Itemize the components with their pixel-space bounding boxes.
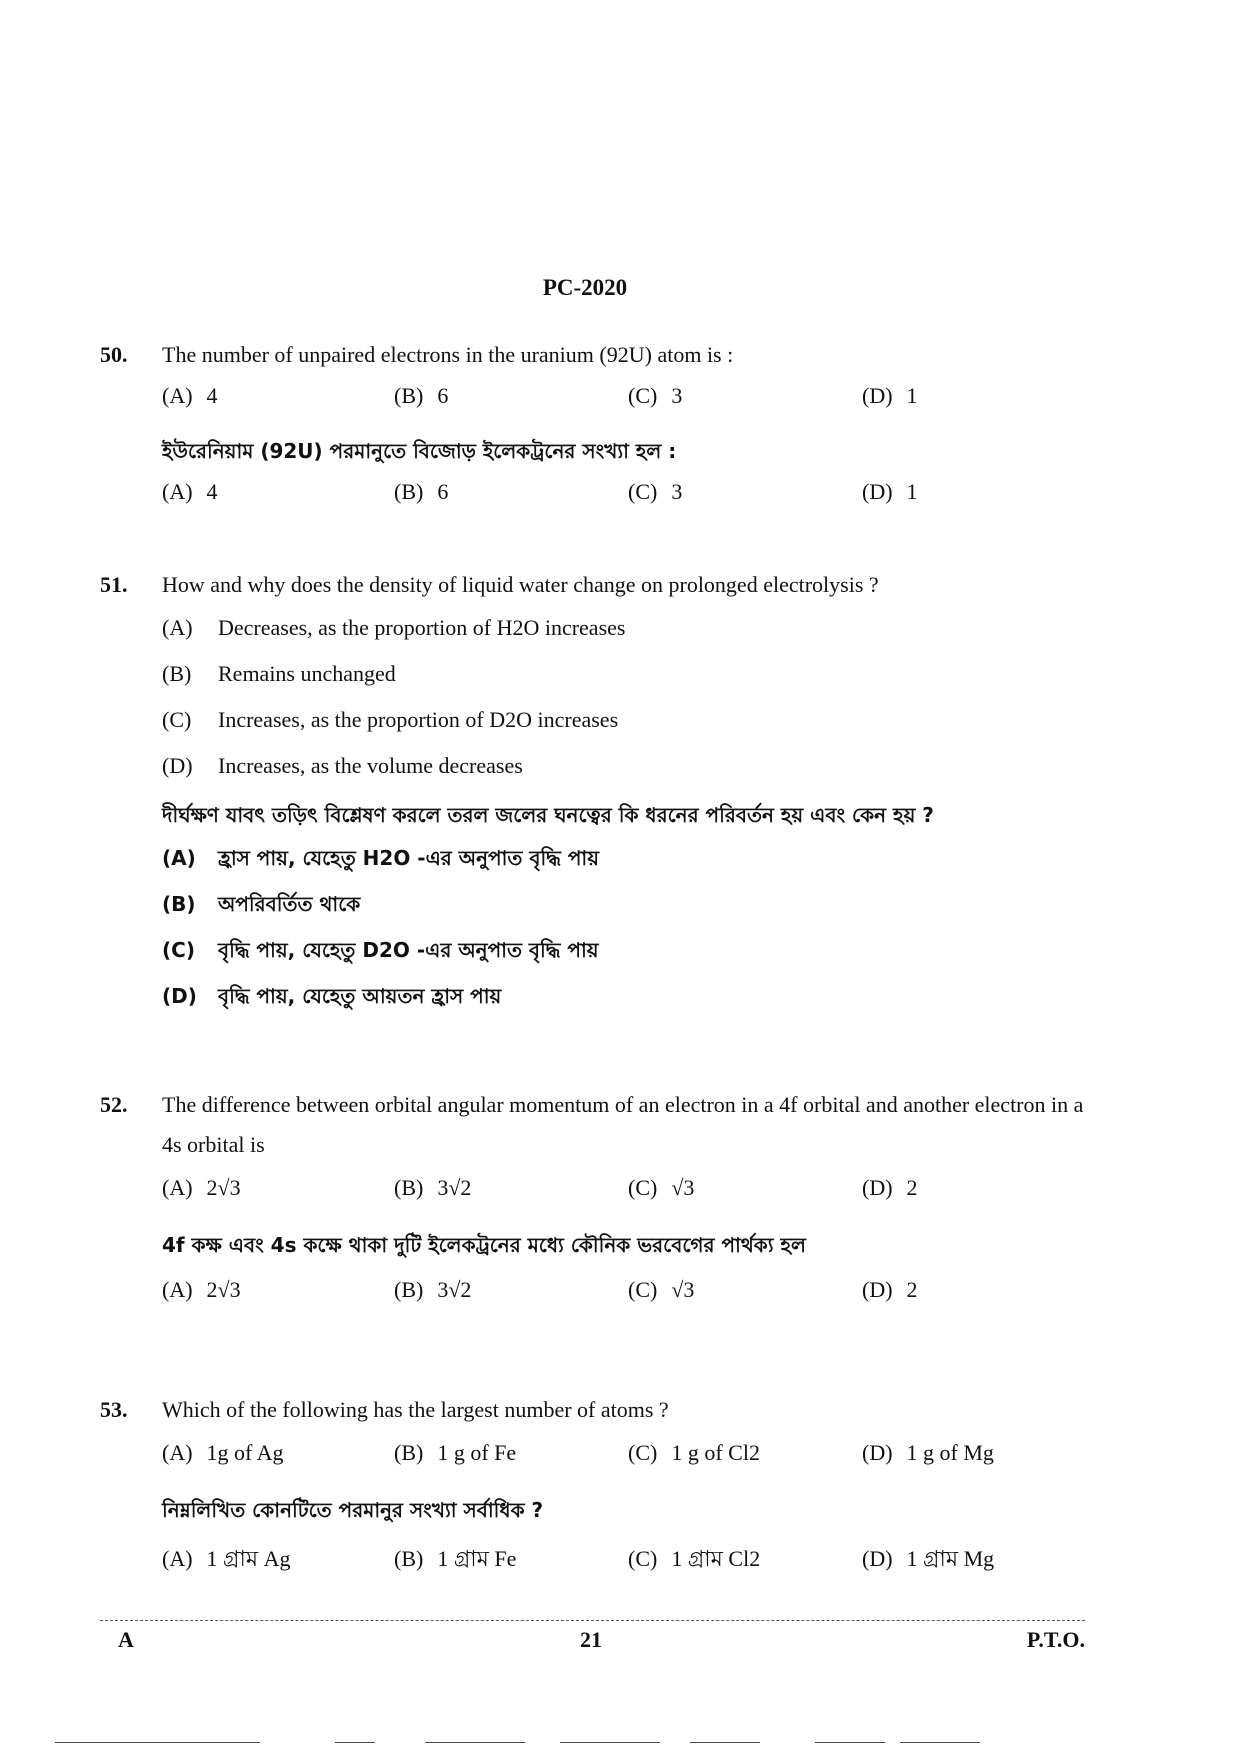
option-c: (C) বৃদ্ধি পায়, যেহেতু D2O -এর অনুপাত বৃদ্ধি পায় <box>162 938 599 962</box>
option-a: (A) 4 <box>162 383 218 408</box>
question-text-bn: 4f কক্ষ এবং 4s কক্ষে থাকা দুটি ইলেকট্রনের মধ্যে কৌনিক ভরবেগের পার্থক্য হল <box>162 1233 806 1257</box>
option-d: (D) 1 <box>862 383 918 408</box>
question-number: 52. <box>100 1092 128 1117</box>
question-text-en: The number of unpaired electrons in the uranium (92U) atom is : <box>162 342 734 367</box>
option-a: (A) 4 <box>162 479 218 504</box>
question-number: 50. <box>100 342 128 367</box>
option-d: (D) 1 g of Mg <box>862 1440 994 1465</box>
option-d: (D) Increases, as the volume decreases <box>162 753 523 778</box>
options-bn <box>162 1277 1100 1321</box>
option-d: (D) 1 <box>862 479 918 504</box>
option-b: (B) 1 g of Fe <box>394 1440 517 1465</box>
options-bn <box>162 1542 1100 1586</box>
option-d: (D) বৃদ্ধি পায়, যেহেতু আয়তন হ্রাস পায় <box>162 984 502 1008</box>
question-text-bn: নিম্নলিখিত কোনটিতে পরমানুর সংখ্যা সর্বাধিক ? <box>162 1498 544 1522</box>
option-c: (C) 3 <box>628 479 683 504</box>
page-number: 21 <box>580 1627 602 1652</box>
option-c: (C) 1 g of Cl2 <box>628 1440 760 1465</box>
question-text-en: Which of the following has the largest number of atoms ? <box>162 1397 669 1422</box>
option-c: (C) Increases, as the proportion of D2O increases <box>162 707 619 732</box>
option-a: (A) হ্রাস পায়, যেহেতু H2O -এর অনুপাত বৃদ্ধি পায় <box>162 846 600 870</box>
option-a: (A) 1 গ্রাম Ag <box>162 1546 291 1571</box>
options-en <box>162 383 1100 427</box>
option-b: (B) 1 গ্রাম Fe <box>394 1546 517 1571</box>
option-c: (C) 1 গ্রাম Cl2 <box>628 1546 761 1571</box>
option-a: (A) 1g of Ag <box>162 1440 284 1465</box>
footer-set-code: A <box>118 1627 134 1652</box>
option-b: (B) 3√2 <box>394 1277 472 1302</box>
divider <box>690 1742 760 1743</box>
question-number: 53. <box>100 1397 128 1422</box>
question-52 <box>100 1085 1100 1321</box>
options-en <box>162 1440 1100 1484</box>
question-50 <box>100 335 1100 523</box>
option-b: (B) 3√2 <box>394 1175 472 1200</box>
option-a: (A) 2√3 <box>162 1277 241 1302</box>
options-en <box>162 1175 1100 1219</box>
option-c: (C) 3 <box>628 383 683 408</box>
option-a: (A) 2√3 <box>162 1175 241 1200</box>
option-d: (D) 2 <box>862 1175 918 1200</box>
options-bn <box>162 479 1100 523</box>
option-b: (B) Remains unchanged <box>162 661 396 686</box>
option-d: (D) 1 গ্রাম Mg <box>862 1546 995 1571</box>
question-text-bn: দীর্ঘক্ষণ যাবৎ তড়িৎ বিশ্লেষণ করলে তরল জলের ঘনত্বের কি ধরনের পরিবর্তন হয় এবং কেন হয় ? <box>162 803 934 827</box>
option-a: (A) Decreases, as the proportion of H2O increases <box>162 615 626 640</box>
question-text-bn: ইউরেনিয়াম (92U) পরমানুতে বিজোড় ইলেকট্রনের সংখ্যা হল : <box>162 439 677 463</box>
divider <box>55 1742 260 1743</box>
option-b: (B) 6 <box>394 383 449 408</box>
divider <box>560 1742 660 1743</box>
divider <box>425 1742 525 1743</box>
question-number: 51. <box>100 572 128 597</box>
question-51 <box>100 565 1100 1019</box>
footer-pto: P.T.O. <box>1026 1627 1085 1652</box>
option-b: (B) 6 <box>394 479 449 504</box>
page-header: PC-2020 <box>542 275 628 300</box>
question-text-en: How and why does the density of liquid water change on prolonged electrolysis ? <box>162 572 879 597</box>
option-b: (B) অপরিবর্তিত থাকে <box>162 892 361 916</box>
page-footer <box>100 1620 1085 1652</box>
option-d: (D) 2 <box>862 1277 918 1302</box>
option-c: (C) √3 <box>628 1175 695 1200</box>
divider <box>815 1742 885 1743</box>
divider <box>900 1742 980 1743</box>
option-c: (C) √3 <box>628 1277 695 1302</box>
question-text-en: The difference between orbital angular momentum of an electron in a 4f orbital and another electron in a 4s orbital is <box>162 1092 1084 1157</box>
divider <box>335 1742 375 1743</box>
question-53 <box>100 1390 1100 1586</box>
